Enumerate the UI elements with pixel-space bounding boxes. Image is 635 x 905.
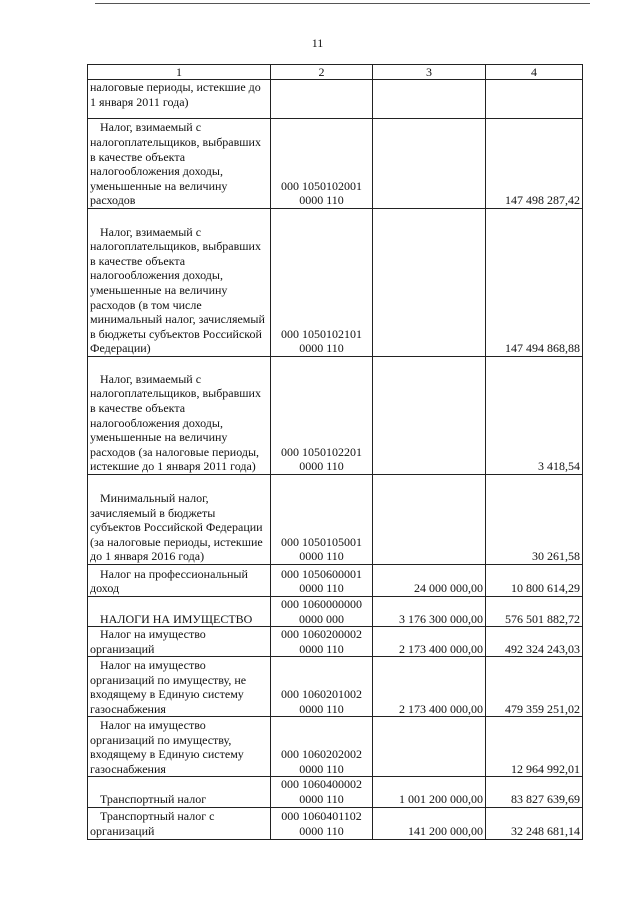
row-plan: [373, 475, 486, 565]
table-row: [88, 777, 583, 807]
row-plan: [373, 80, 486, 119]
row-code: 000 1050102101 0000 110: [271, 209, 373, 357]
header-cell-4: 4: [486, 65, 583, 80]
row-code: 000 1060400002 0000 110: [271, 777, 373, 807]
row-name: Налог на имущество организаций: [88, 627, 271, 657]
row-code: 000 1060000000 0000 000: [271, 597, 373, 627]
row-fact: 30 261,58: [486, 475, 583, 565]
table-row: [88, 80, 583, 119]
top-rule: [95, 3, 590, 4]
row-name: Транспортный налог: [88, 777, 271, 807]
row-fact: 147 498 287,42: [486, 119, 583, 209]
table-row: [88, 597, 583, 627]
row-code: 000 1050102201 0000 110: [271, 357, 373, 475]
row-plan: 3 176 300 000,00: [373, 597, 486, 627]
row-fact: 3 418,54: [486, 357, 583, 475]
row-code: 000 1060202002 0000 110: [271, 717, 373, 777]
row-name: Налог, взимаемый с налогоплательщиков, выбравших в качестве объекта налогообложения доходы, уменьшенные на величину расходов (в том числе минимальный налог, зачисляемый в бюджеты субъектов Российской Федерации): [88, 209, 271, 357]
row-fact: 492 324 243,03: [486, 627, 583, 657]
page-number: 11: [311, 36, 324, 50]
row-name: Налог на имущество организаций по имуществу, не входящему в Единую систему газоснабжения: [88, 657, 271, 717]
header-cell-1: 1: [88, 65, 271, 80]
row-name: Налог на профессиональный доход: [88, 565, 271, 597]
row-plan: 24 000 000,00: [373, 565, 486, 597]
table-header-row: [88, 65, 583, 80]
row-code: 000 1050102001 0000 110: [271, 119, 373, 209]
table-row: [88, 627, 583, 657]
row-code: 000 1050600001 0000 110: [271, 565, 373, 597]
row-name: Минимальный налог, зачисляемый в бюджеты субъектов Российской Федерации (за налоговые периоды, истекшие до 1 января 2016 года): [88, 475, 271, 565]
row-code: 000 1060401102 0000 110: [271, 807, 373, 839]
row-name: НАЛОГИ НА ИМУЩЕСТВО: [88, 597, 271, 627]
row-plan: 2 173 400 000,00: [373, 627, 486, 657]
row-fact: 12 964 992,01: [486, 717, 583, 777]
row-plan: [373, 357, 486, 475]
table-row: [88, 565, 583, 597]
row-code: [271, 80, 373, 119]
row-fact: 83 827 639,69: [486, 777, 583, 807]
row-code: 000 1050105001 0000 110: [271, 475, 373, 565]
row-code: 000 1060201002 0000 110: [271, 657, 373, 717]
table-row: [88, 717, 583, 777]
row-name: налоговые периоды, истекшие до 1 января 2011 года): [88, 80, 271, 119]
row-plan: [373, 717, 486, 777]
row-fact: 147 494 868,88: [486, 209, 583, 357]
row-plan: 1 001 200 000,00: [373, 777, 486, 807]
row-plan: 141 200 000,00: [373, 807, 486, 839]
row-name: Налог, взимаемый с налогоплательщиков, выбравших в качестве объекта налогообложения доходы, уменьшенные на величину расходов (за налоговые периоды, истекшие до 1 января 2011 года): [88, 357, 271, 475]
table-row: [88, 475, 583, 565]
row-fact: 10 800 614,29: [486, 565, 583, 597]
table-row: [88, 119, 583, 209]
row-plan: [373, 209, 486, 357]
row-fact: [486, 80, 583, 119]
row-plan: [373, 119, 486, 209]
row-fact: 32 248 681,14: [486, 807, 583, 839]
row-fact: 479 359 251,02: [486, 657, 583, 717]
table-row: [88, 357, 583, 475]
row-name: Транспортный налог с организаций: [88, 807, 271, 839]
header-cell-2: 2: [271, 65, 373, 80]
row-plan: 2 173 400 000,00: [373, 657, 486, 717]
row-name: Налог, взимаемый с налогоплательщиков, выбравших в качестве объекта налогообложения доходы, уменьшенные на величину расходов: [88, 119, 271, 209]
revenue-table: [87, 64, 583, 840]
header-cell-3: 3: [373, 65, 486, 80]
row-fact: 576 501 882,72: [486, 597, 583, 627]
table-row: [88, 807, 583, 839]
table-row: [88, 657, 583, 717]
table-row: [88, 209, 583, 357]
row-name: Налог на имущество организаций по имуществу, входящему в Единую систему газоснабжения: [88, 717, 271, 777]
row-code: 000 1060200002 0000 110: [271, 627, 373, 657]
